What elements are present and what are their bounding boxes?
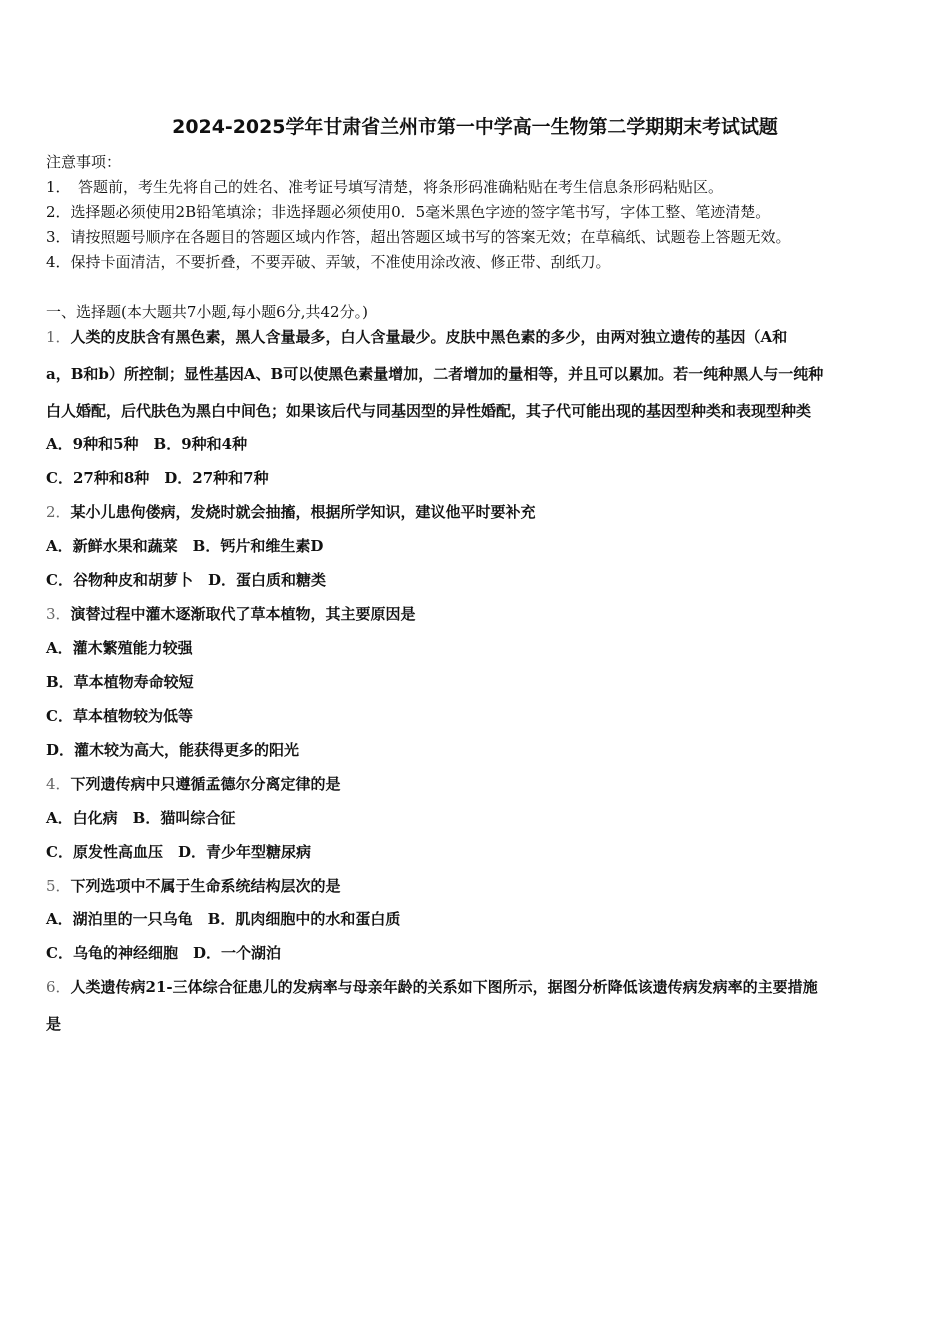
question-number: 5． [46, 877, 71, 895]
question-5-options-cd: C．乌龟的神经细胞 D．一个湖泊 [46, 944, 281, 962]
notice-heading: 注意事项： [46, 153, 122, 171]
section-heading: 一、选择题(本大题共7小题,每小题6分,共42分。) [46, 303, 368, 321]
question-1-line-3: 白人婚配，后代肤色为黑白中间色；如果该后代与同基因型的异性婚配，其子代可能出现的基因型种类和表现型种类 [46, 402, 812, 420]
question-6-line-2: 是 [46, 1015, 62, 1033]
question-4-options-ab: A．白化病 B．猫叫综合征 [46, 809, 236, 827]
question-5 [46, 876, 341, 896]
question-3 [46, 604, 416, 624]
notice-item-3: 3．请按照题号顺序在各题目的答题区域内作答，超出答题区域书写的答案无效；在草稿纸、试题卷上答题无效。 [46, 228, 791, 246]
question-text: 某小儿患佝偻病，发烧时就会抽搐，根据所学知识，建议他平时要补充 [70, 503, 536, 521]
question-number: 2． [46, 503, 71, 521]
question-1-line-2: a，B和b）所控制；显性基因A、B可以使黑色素量增加，二者增加的量相等，并且可以累加。若一纯种黑人与一纯种 [46, 365, 824, 383]
notice-item-1: 1． 答题前，考生先将自己的姓名、准考证号填写清楚，将条形码准确粘贴在考生信息条形码粘贴区。 [46, 178, 724, 196]
notice-item-2: 2．选择题必须使用2B铅笔填涂；非选择题必须使用0．5毫米黑色字迹的签字笔书写，字体工整、笔迹清楚。 [46, 203, 771, 221]
question-2-options-cd: C．谷物种皮和胡萝卜 D．蛋白质和糖类 [46, 571, 326, 589]
question-1-options-cd: C．27种和8种 D．27种和7种 [46, 469, 269, 487]
page-title: 2024-2025学年甘肃省兰州市第一中学高一生物第二学期期末考试试题 [172, 116, 778, 138]
question-1-options-ab: A．9种和5种 B．9种和4种 [46, 435, 248, 453]
question-6 [46, 977, 818, 997]
question-4-options-cd: C．原发性高血压 D．青少年型糖尿病 [46, 843, 311, 861]
question-1 [46, 327, 787, 347]
question-3-option-d: D．灌木较为高大，能获得更多的阳光 [46, 741, 300, 759]
question-number: 1． [46, 328, 71, 346]
question-3-option-c: C．草本植物较为低等 [46, 707, 193, 725]
question-2 [46, 502, 536, 522]
question-number: 6． [46, 978, 71, 996]
question-text: 演替过程中灌木逐渐取代了草本植物，其主要原因是 [70, 605, 416, 623]
question-2-options-ab: A．新鲜水果和蔬菜 B．钙片和维生素D [46, 537, 324, 555]
question-3-option-a: A．灌木繁殖能力较强 [46, 639, 193, 657]
question-4 [46, 774, 341, 794]
question-number: 4． [46, 775, 71, 793]
question-text: 下列选项中不属于生命系统结构层次的是 [70, 877, 341, 895]
question-number: 3． [46, 605, 71, 623]
notice-item-4: 4．保持卡面清洁，不要折叠，不要弄破、弄皱，不准使用涂改液、修正带、刮纸刀。 [46, 253, 611, 271]
question-3-option-b: B．草本植物寿命较短 [46, 673, 194, 691]
question-text: 人类遗传病21-三体综合征患儿的发病率与母亲年龄的关系如下图所示，据图分析降低该遗传病发病率的主要措施 [70, 978, 818, 996]
question-text: 下列遗传病中只遵循孟德尔分离定律的是 [70, 775, 341, 793]
question-5-options-ab: A．湖泊里的一只乌龟 B．肌肉细胞中的水和蛋白质 [46, 910, 401, 928]
question-text: 人类的皮肤含有黑色素，黑人含量最多，白人含量最少。皮肤中黑色素的多少，由两对独立遗传的基因（A和 [70, 328, 788, 346]
